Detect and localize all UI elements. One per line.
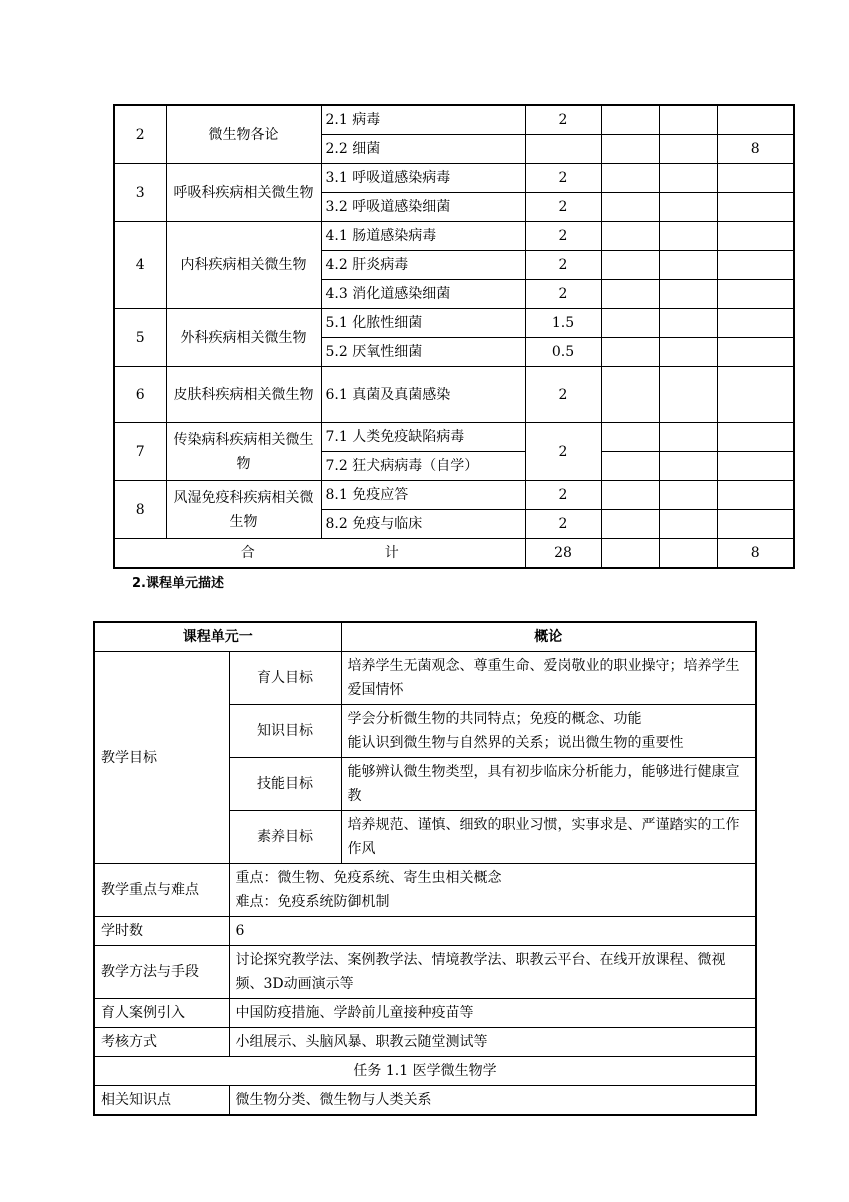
- empty-cell: [659, 367, 717, 423]
- empty-cell: [659, 193, 717, 222]
- topic-extra-hours: [717, 309, 794, 338]
- topic-hours: 2: [525, 481, 601, 510]
- topic-name: 4.3 消化道感染细菌: [321, 280, 525, 309]
- key-point: 重点：微生物、免疫系统、寄生虫相关概念: [235, 870, 502, 886]
- topic-name: 5.1 化脓性细菌: [321, 309, 525, 338]
- empty-cell: [659, 222, 717, 251]
- hours-row: [114, 367, 794, 423]
- unit-number: 3: [114, 164, 166, 222]
- empty-cell: [659, 135, 717, 164]
- topic-name: 5.2 厌氧性细菌: [321, 338, 525, 367]
- topic-name: 3.1 呼吸道感染病毒: [321, 164, 525, 193]
- case-text: 中国防疫措施、学龄前儿童接种疫苗等: [229, 999, 756, 1028]
- topic-name: 4.2 肝炎病毒: [321, 251, 525, 280]
- unit-name: 呼吸科疾病相关微生物: [166, 164, 321, 222]
- empty-cell: [601, 251, 659, 280]
- hours-row: [114, 164, 794, 193]
- key-points-text: [229, 864, 756, 917]
- section-heading: 2.课程单元描述: [132, 576, 224, 591]
- empty-cell: [659, 164, 717, 193]
- total-hours: 28: [525, 539, 601, 569]
- objective-label: 素养目标: [229, 811, 341, 864]
- empty-cell: [601, 280, 659, 309]
- unit-number: 6: [114, 367, 166, 423]
- unit-number: 8: [114, 481, 166, 539]
- topic-hours: 2: [525, 105, 601, 135]
- hours-row: [114, 423, 794, 452]
- total-label: [114, 539, 525, 569]
- hours-label: 学时数: [94, 917, 229, 946]
- case-row: [94, 999, 756, 1028]
- topic-extra-hours: [717, 423, 794, 452]
- methods-label: 教学方法与手段: [94, 946, 229, 999]
- topic-name: 6.1 真菌及真菌感染: [321, 367, 525, 423]
- unit-title: 课程单元一: [94, 622, 341, 652]
- hours-row: [114, 105, 794, 135]
- topic-name: 4.1 肠道感染病毒: [321, 222, 525, 251]
- empty-cell: [659, 481, 717, 510]
- task-row: [94, 1057, 756, 1086]
- unit-number: 2: [114, 105, 166, 164]
- empty-cell: [601, 338, 659, 367]
- topic-extra-hours: [717, 193, 794, 222]
- knowledge-label: 相关知识点: [94, 1086, 229, 1116]
- topic-extra-hours: [717, 222, 794, 251]
- objective-text: 能够辨认微生物类型，具有初步临床分析能力，能够进行健康宣教: [341, 758, 756, 811]
- objective-text: 培养学生无菌观念、尊重生命、爱岗敬业的职业操守；培养学生爱国情怀: [341, 652, 756, 705]
- unit-name: 内科疾病相关微生物: [166, 222, 321, 309]
- topic-hours: 2: [525, 280, 601, 309]
- hours-row: [94, 917, 756, 946]
- topic-hours: [525, 135, 601, 164]
- key-points-label: 教学重点与难点: [94, 864, 229, 917]
- objective-label: 育人目标: [229, 652, 341, 705]
- empty-cell: [601, 105, 659, 135]
- knowledge-row: [94, 1086, 756, 1116]
- hours-allocation-table: [113, 104, 795, 569]
- key-points-row: [94, 864, 756, 917]
- unit-name: 外科疾病相关微生物: [166, 309, 321, 367]
- unit-number: 5: [114, 309, 166, 367]
- hours-value: 6: [229, 917, 756, 946]
- task-title: 任务 1.1 医学微生物学: [94, 1057, 756, 1086]
- empty-cell: [659, 338, 717, 367]
- hours-row: [114, 309, 794, 338]
- empty-cell: [659, 510, 717, 539]
- unit-name: 皮肤科疾病相关微生物: [166, 367, 321, 423]
- topic-extra-hours: [717, 105, 794, 135]
- empty-cell: [601, 367, 659, 423]
- topic-hours: 2: [525, 164, 601, 193]
- difficulty: 难点：免疫系统防御机制: [235, 894, 390, 910]
- empty-cell: [601, 452, 659, 481]
- topic-hours: 2: [525, 251, 601, 280]
- unit-number: 7: [114, 423, 166, 481]
- unit-topic: 概论: [341, 622, 756, 652]
- objective-label: 技能目标: [229, 758, 341, 811]
- topic-extra-hours: 8: [717, 135, 794, 164]
- topic-name: 2.1 病毒: [321, 105, 525, 135]
- topic-name: 8.2 免疫与临床: [321, 510, 525, 539]
- knowledge-text: 微生物分类、微生物与人类关系: [229, 1086, 756, 1116]
- objective-text: [341, 705, 756, 758]
- empty-cell: [659, 539, 717, 569]
- topic-extra-hours: [717, 280, 794, 309]
- topic-hours: 1.5: [525, 309, 601, 338]
- objective-text-line: 能认识到微生物与自然界的关系；说出微生物的重要性: [347, 735, 684, 751]
- objective-text: 培养规范、谨慎、细致的职业习惯，实事求是、严谨踏实的工作作风: [341, 811, 756, 864]
- total-extra-hours: 8: [717, 539, 794, 569]
- empty-cell: [601, 309, 659, 338]
- topic-extra-hours: [717, 338, 794, 367]
- empty-cell: [601, 481, 659, 510]
- empty-cell: [659, 452, 717, 481]
- empty-cell: [601, 222, 659, 251]
- topic-name: 8.1 免疫应答: [321, 481, 525, 510]
- case-label: 育人案例引入: [94, 999, 229, 1028]
- unit-name: 风湿免疫科疾病相关微生物: [166, 481, 321, 539]
- objective-label: 知识目标: [229, 705, 341, 758]
- topic-hours: 0.5: [525, 338, 601, 367]
- topic-hours: 2: [525, 510, 601, 539]
- hours-row: [114, 481, 794, 510]
- unit-number: 4: [114, 222, 166, 309]
- empty-cell: [601, 135, 659, 164]
- objectives-label: 教学目标: [94, 652, 229, 864]
- hours-row: [114, 222, 794, 251]
- unit-name: 微生物各论: [166, 105, 321, 164]
- unit-name: 传染病科疾病相关微生物: [166, 423, 321, 481]
- empty-cell: [659, 280, 717, 309]
- topic-name: 7.1 人类免疫缺陷病毒: [321, 423, 525, 452]
- objective-text-line: 学会分析微生物的共同特点；免疫的概念、功能: [347, 711, 642, 727]
- total-label-left: 合: [240, 545, 255, 561]
- objective-row: [94, 652, 756, 705]
- total-row: [114, 539, 794, 569]
- empty-cell: [601, 193, 659, 222]
- empty-cell: [601, 510, 659, 539]
- methods-text: 讨论探究教学法、案例教学法、情境教学法、职教云平台、在线开放课程、微视频、3D动画演示等: [229, 946, 756, 999]
- topic-extra-hours: [717, 452, 794, 481]
- methods-row: [94, 946, 756, 999]
- topic-hours: 2: [525, 222, 601, 251]
- empty-cell: [601, 164, 659, 193]
- empty-cell: [601, 423, 659, 452]
- total-label-right: 计: [384, 545, 399, 561]
- topic-hours: 2: [525, 193, 601, 222]
- empty-cell: [659, 309, 717, 338]
- topic-hours: 2: [525, 423, 601, 481]
- unit-header-row: [94, 622, 756, 652]
- topic-extra-hours: [717, 251, 794, 280]
- empty-cell: [601, 539, 659, 569]
- topic-extra-hours: [717, 367, 794, 423]
- topic-extra-hours: [717, 481, 794, 510]
- topic-name: 2.2 细菌: [321, 135, 525, 164]
- topic-hours: 2: [525, 367, 601, 423]
- unit-description-table: [93, 621, 757, 1116]
- empty-cell: [659, 105, 717, 135]
- topic-extra-hours: [717, 164, 794, 193]
- topic-name: 3.2 呼吸道感染细菌: [321, 193, 525, 222]
- assessment-text: 小组展示、头脑风暴、职教云随堂测试等: [229, 1028, 756, 1057]
- assessment-row: [94, 1028, 756, 1057]
- empty-cell: [659, 251, 717, 280]
- topic-name: 7.2 狂犬病病毒（自学）: [321, 452, 525, 481]
- empty-cell: [659, 423, 717, 452]
- topic-extra-hours: [717, 510, 794, 539]
- assessment-label: 考核方式: [94, 1028, 229, 1057]
